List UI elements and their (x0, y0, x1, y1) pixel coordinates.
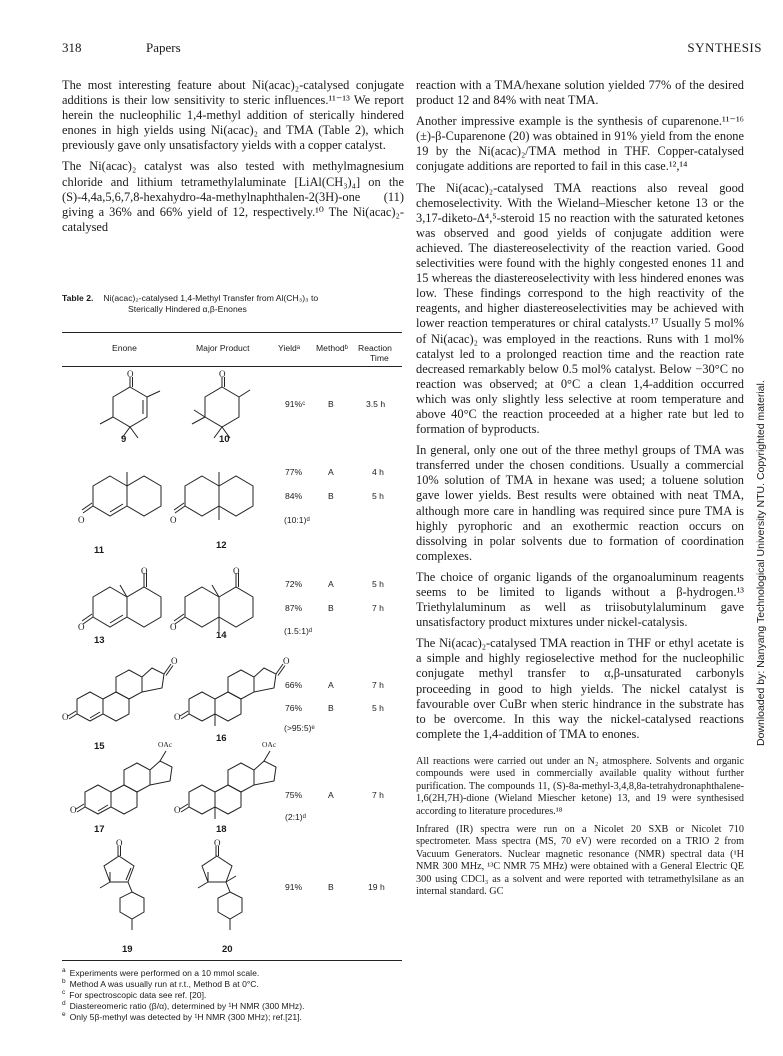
download-watermark (753, 330, 775, 750)
structure-product-12 (172, 458, 272, 528)
structure-enone-9 (90, 370, 170, 440)
time-value: 4 h (372, 467, 384, 477)
compound-number: 17 (94, 824, 105, 835)
page-number: 318 (62, 40, 82, 55)
yield-value: 72% (285, 579, 303, 589)
header-time: Time (370, 353, 389, 363)
oxygen-label: O (233, 566, 240, 576)
oxygen-label: O (170, 515, 177, 525)
compound-number: 18 (216, 824, 227, 835)
oxygen-label: O (174, 805, 181, 815)
compound-number: 12 (216, 540, 227, 551)
oxygen-label: O (141, 566, 148, 576)
time-value: 5 h (372, 703, 384, 713)
header-yield: Yieldᵃ (278, 343, 300, 353)
oxygen-label: O (171, 656, 178, 666)
header-method: Methodᵇ (316, 343, 348, 353)
time-value: 19 h (368, 882, 385, 892)
experimental-paragraph: All reactions were carried out under an N₂ atmosphere. Solvents and organic compounds were used in commercially available quality without further purification. The compounds 11, (S)-8a-methyl-3,4,8,8a-tetrahydronaphthalene-1,6(2H,7H)-dione (Wieland Miescher ketone) 13, and 19 were synthesised according to literature procedures.¹⁸ (416, 755, 744, 817)
header-enone: Enone (112, 343, 137, 353)
method-value: A (328, 790, 334, 800)
oxygen-label: O (283, 656, 290, 666)
paragraph: The most interesting feature about Ni(acac)₂-catalysed conjugate additions is their low sensitivity to steric influences.¹¹⁻¹³ We report herein the nucleophilic 1,4-methyl addition of sterically hindered enones in high yields using Ni(acac)₂ and TMA (Table 2), which previously gave only unsatisfactory yields with a copper catalyst. (62, 78, 404, 153)
structure-product-14 (172, 565, 272, 640)
acetate-label: OAc (262, 740, 277, 749)
left-column-text (62, 78, 404, 241)
method-value: B (328, 399, 334, 409)
paragraph: The Ni(acac)₂-catalysed TMA reaction in THF or ethyl acetate is a simple and highly regioselective method for the nucleophilic conjugate methyl transfer to α,β-unsaturated carbonyls proceeding in good to high yields. The nickel catalyst is favourable over CuBr when steric hindrance in the substrate has to be overcome. In this way the nickel-catalysed reactions complete the 1,4-addition of TMA to enones. (416, 636, 744, 741)
yield-value: 84% (285, 491, 303, 501)
page-header (62, 40, 762, 58)
diastereomeric-ratio: (1.5:1)ᵈ (284, 626, 313, 636)
oxygen-label: O (78, 622, 85, 632)
table-footnote: $^e$ Only 5β-methyl was detected by ¹H NMR (300 MHz); ref.[21]. (62, 1011, 302, 1022)
compound-number: 19 (122, 944, 133, 955)
diastereomeric-ratio: (>95:5)ᵉ (284, 723, 315, 733)
table-top-rule (62, 332, 402, 333)
compound-number: 16 (216, 733, 227, 744)
paragraph: The Ni(acac)₂-catalysed TMA reactions also reveal good chemoselectivity. With the Wieland–Miescher ketone 13 or the 3,17-diketo-Δ⁴,⁵-steroid 15 no reaction with the saturated ketones was observed and good yields of conjugate addition were achieved. The diastereoselectivity of the reaction varied. Good selectivities were found with the highly congested enones 11 and 15 whereas the diastereoselectivity with less hindered enones was low. These findings correspond to the high reactivity of the reagents, and higher diastereoselectivities may be achieved with lower reaction temperatures or chiral catalysts.¹⁷ Usually 5 mol% of Ni(acac)₂ was employed in the reactions. Runs with 1 mol% catalyst led to a prolonged reaction time and the reaction rate decreased remarkably below 0.5 mol% catalyst. Below −30°C no reaction was observed; at 0°C a clean 1,4-addition occurred which was only slightly less selective at room temperature and above 40°C the reaction proceeded at a higher rate but led to formation of byproducts. (416, 180, 744, 437)
table-footnote: $^c$ For spectroscopic data see ref. [20]. (62, 989, 207, 1000)
oxygen-label: O (170, 622, 177, 632)
yield-value: 77% (285, 467, 303, 477)
time-value: 7 h (372, 603, 384, 613)
structure-product-10 (182, 370, 262, 440)
caption-line: Ni(acac)₂-catalysed 1,4-Methyl Transfer from Al(CH₃)₃ to (103, 293, 319, 303)
time-value: 3.5 h (366, 399, 386, 409)
structure-enone-13 (80, 565, 180, 640)
table-label: Table 2. (62, 293, 94, 303)
time-value: 5 h (372, 579, 384, 589)
diastereomeric-ratio: (2:1)ᵈ (285, 812, 306, 822)
oxygen-label: O (219, 369, 226, 379)
experimental-paragraph: Infrared (IR) spectra were run on a Nicolet 20 SXB or Nicolet 710 spectrometer. Mass spectra (MS, 70 eV) were recorded on a TRIO 2 from Vacuum Generators. Nuclear magnetic resonance (NMR) spectral data (¹H NMR 300 MHz, ¹³C NMR 75 MHz) were obtained with a General Electric QE 300 using CDCl₃ as a solvent and were reported with tetramethylsilane as an internal standard. GC (416, 823, 744, 897)
caption-line: Sterically Hindered α,β-Enones (128, 303, 247, 314)
compound-number: 11 (94, 545, 105, 556)
table-footnote: $^b$ Method A was usually run at r.t., Method B at 0°C. (62, 978, 259, 989)
paragraph: The Ni(acac)₂ catalyst was also tested with methylmagnesium chloride and lithium tetramethylaluminate [LiAl(CH₃)₄] on the (S)-4,4a,5,6,7,8-hexahydro-4a-methylnaphthalen-2(3H)-one (11) giving a 36% and 66% yield of 12, respectively.¹⁰ The Ni(acac)₂-catalysed (62, 159, 404, 234)
header-major-product: Major Product (196, 343, 250, 353)
oxygen-label: O (127, 369, 134, 379)
paragraph: Another impressive example is the synthesis of cuparenone.¹¹⁻¹⁶ (±)-β-Cuparenone (20) was obtained in 91% yield from the enone 19 by the Ni(acac)₂/TMA method in THF. Copper-catalysed conjugate additions are reported to fail in this case.¹²,¹⁴ (416, 114, 744, 174)
right-column-text (416, 78, 744, 904)
oxygen-label: O (174, 712, 181, 722)
method-value: B (328, 603, 334, 613)
compound-number: 14 (216, 630, 227, 641)
yield-value: 91% (285, 882, 303, 892)
oxygen-label: O (116, 838, 123, 848)
compound-number: 9 (121, 434, 127, 445)
paragraph: In general, only one out of the three methyl groups of TMA was transferred under the chosen conditions. Usually a commercial 10% solution of TMA in hexane was used; a toluene solution gave lower yields. Best results were obtained with neat TMA, although more care in handling was required since pure TMA is highly pyrophoric and an exothermic reaction occurs on dissolving in polar solvents due to formation of coordination complexes. (416, 443, 744, 563)
oxygen-label: O (78, 515, 85, 525)
journal-name: SYNTHESIS (687, 40, 762, 55)
structure-product-18 (180, 745, 303, 825)
watermark-text: Downloaded by: Nanyang Technological University NTU. Copyrighted material. (755, 380, 767, 746)
table-bottom-rule (62, 960, 402, 961)
method-value: B (328, 703, 334, 713)
yield-value: 76% (285, 703, 303, 713)
table-caption (62, 293, 402, 314)
structure-enone-11 (80, 458, 180, 528)
table-footnote: $^d$ Diastereomeric ratio (β/α), determined by ¹H NMR (300 MHz). (62, 1000, 305, 1011)
method-value: A (328, 467, 334, 477)
yield-value: 87% (285, 603, 303, 613)
structure-product-20 (190, 840, 270, 945)
diastereomeric-ratio: (10:1)ᵈ (284, 515, 310, 525)
method-value: A (328, 579, 334, 589)
header-reaction: Reaction (358, 343, 392, 353)
structure-enone-19 (92, 840, 172, 945)
compound-number: 10 (219, 434, 230, 445)
time-value: 7 h (372, 790, 384, 800)
yield-value: 91%ᶜ (285, 399, 306, 409)
compound-number: 20 (222, 944, 233, 955)
method-value: A (328, 680, 334, 690)
compound-number: 13 (94, 635, 105, 646)
yield-value: 66% (285, 680, 303, 690)
paragraph: reaction with a TMA/hexane solution yielded 77% of the desired product 12 and 84% with neat TMA. (416, 78, 744, 108)
acetate-label: OAc (158, 740, 173, 749)
oxygen-label: O (70, 805, 77, 815)
method-value: B (328, 491, 334, 501)
paragraph: The choice of organic ligands of the organoaluminum reagents seems to be limited to ligands without a β-hydrogen.¹³ Triethylaluminum as well as triisobutylaluminum gave unsatisfactory product mixtures under nickel-catalysis. (416, 569, 744, 630)
time-value: 5 h (372, 491, 384, 501)
compound-number: 15 (94, 741, 105, 752)
structure-enone-15 (68, 652, 188, 732)
table-footnote: $^a$ Experiments were performed on a 10 mmol scale. (62, 967, 260, 978)
yield-value: 75% (285, 790, 303, 800)
time-value: 7 h (372, 680, 384, 690)
oxygen-label: O (214, 838, 221, 848)
method-value: B (328, 882, 334, 892)
section-name: Papers (146, 40, 181, 55)
table-header-rule (62, 366, 402, 367)
oxygen-label: O (62, 712, 69, 722)
